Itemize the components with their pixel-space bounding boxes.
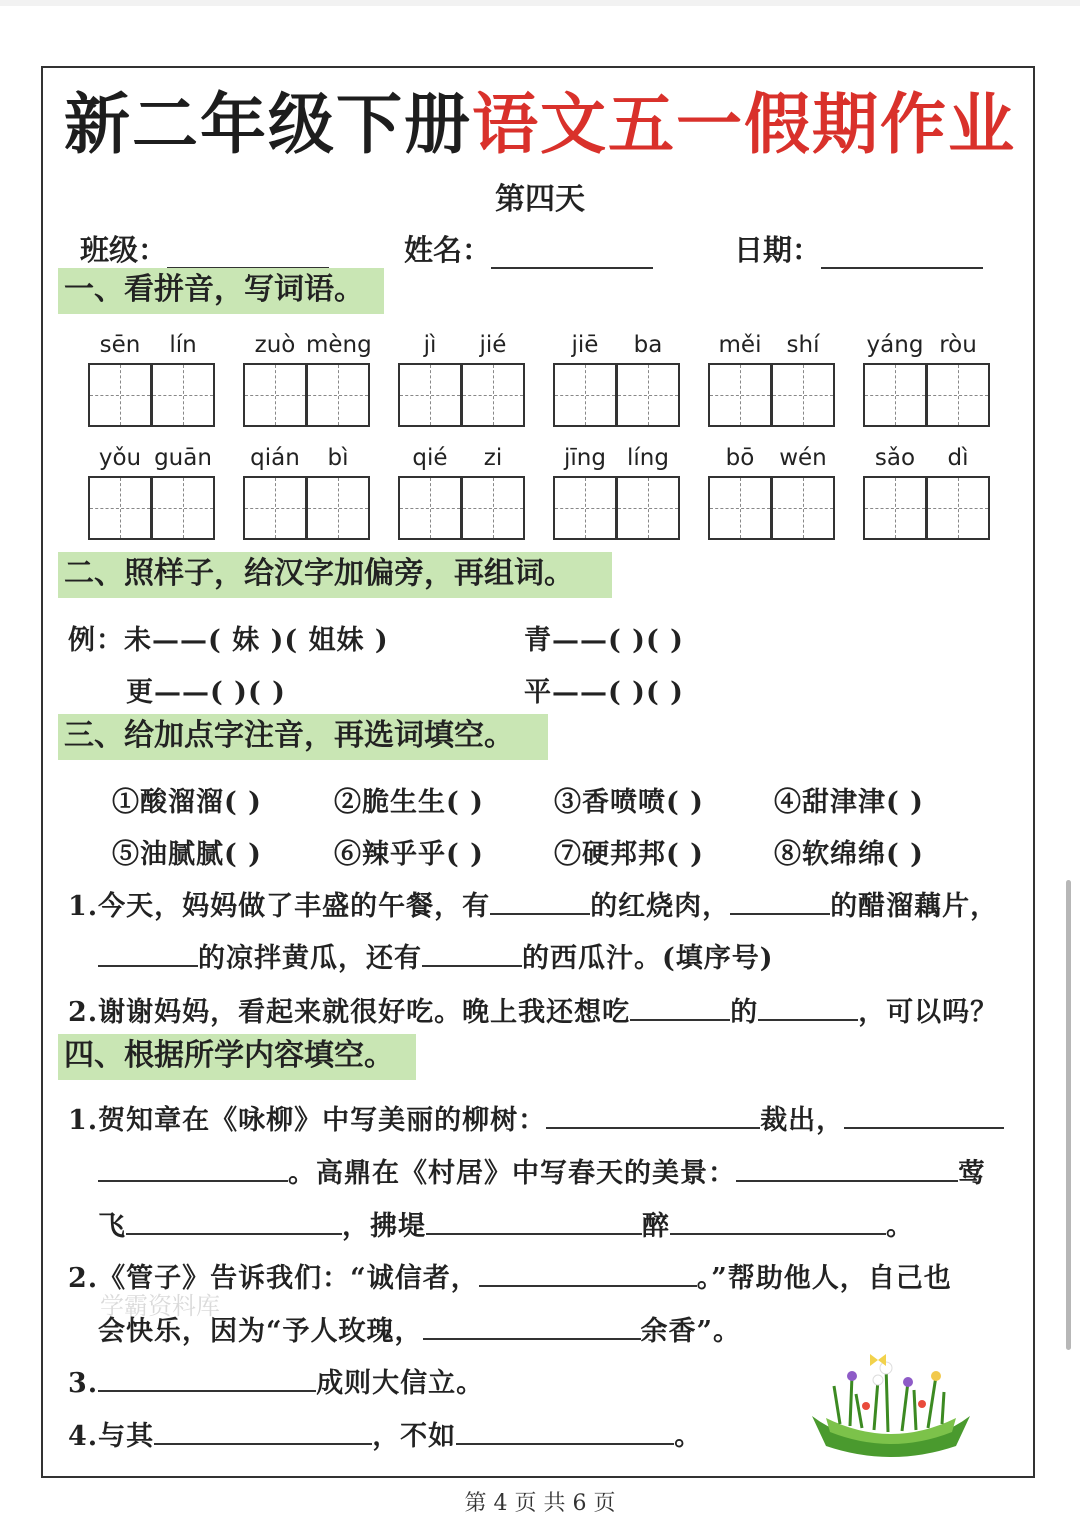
writing-grid-box[interactable] xyxy=(771,363,835,427)
writing-grid-box[interactable] xyxy=(553,476,617,540)
writing-grid-box[interactable] xyxy=(926,476,990,540)
scrollbar[interactable] xyxy=(1066,880,1071,1350)
section2-item-ping: 平——( )( ) xyxy=(524,677,684,708)
name-label: 姓名： xyxy=(404,233,492,267)
q-text: 1.贺知章在《咏柳》中写美丽的柳树： xyxy=(68,1105,547,1136)
answer-blank[interactable] xyxy=(490,887,590,915)
writing-grid-box[interactable] xyxy=(616,476,680,540)
page-footer: 第 4 页 共 6 页 xyxy=(464,1491,616,1516)
class-blank[interactable] xyxy=(167,237,329,269)
q-text: 2.谢谢妈妈，看起来就很好吃。晚上我还想吃 xyxy=(68,997,631,1028)
writing-grid-box[interactable] xyxy=(398,363,462,427)
writing-grid-box[interactable] xyxy=(553,363,617,427)
section4-question4 xyxy=(68,1414,702,1453)
answer-blank[interactable] xyxy=(844,1101,1004,1129)
q-text: 莺 xyxy=(958,1158,986,1189)
pinyin-syllable: yáng xyxy=(866,332,924,358)
section4-question3 xyxy=(68,1361,484,1400)
pinyin-syllable: dì xyxy=(947,445,969,471)
q-text: 的西瓜汁。(填序号) xyxy=(522,943,774,974)
q-text: 裁出， xyxy=(760,1105,845,1136)
answer-blank[interactable] xyxy=(736,1154,958,1182)
pinyin-syllable: jì xyxy=(423,332,437,358)
word-item: ⑤油腻腻( ) xyxy=(112,839,262,870)
answer-blank[interactable] xyxy=(670,1207,886,1235)
answer-blank[interactable] xyxy=(630,993,730,1021)
section4-question1-line1 xyxy=(68,1098,1004,1137)
q-text: 会快乐，因为“予人玫瑰， xyxy=(98,1316,423,1347)
section4-question1-line3 xyxy=(98,1204,914,1243)
word-item: ⑦硬邦邦( ) xyxy=(554,839,704,870)
class-label: 班级： xyxy=(80,233,168,267)
pinyin-syllable: měi xyxy=(718,332,762,358)
name-field xyxy=(404,228,653,269)
class-field xyxy=(80,228,329,269)
pinyin-syllable: mèng xyxy=(306,332,372,358)
answer-blank[interactable] xyxy=(98,1364,316,1392)
writing-grid-box[interactable] xyxy=(926,363,990,427)
q-text: 3. xyxy=(68,1368,99,1399)
title-grade: 新二年级下册 xyxy=(64,85,472,163)
name-blank[interactable] xyxy=(491,237,653,269)
writing-grid-box[interactable] xyxy=(151,363,215,427)
answer-blank[interactable] xyxy=(126,1207,342,1235)
pinyin-syllable: sǎo xyxy=(874,445,916,471)
pinyin-syllable: jiē xyxy=(571,332,599,358)
writing-grid-box[interactable] xyxy=(398,476,462,540)
answer-blank[interactable] xyxy=(730,887,830,915)
word-item: ②脆生生( ) xyxy=(334,787,484,818)
pinyin-syllable: jīng xyxy=(564,445,606,471)
writing-grid-box[interactable] xyxy=(461,363,525,427)
q-text: ，拂堤 xyxy=(342,1211,426,1242)
q-text: 2.《管子》告诉我们：“诚信者， xyxy=(68,1263,479,1294)
pinyin-syllable: shí xyxy=(786,332,820,358)
pinyin-syllable: qié xyxy=(412,445,448,471)
section2-heading: 二、照样子，给汉字加偏旁，再组词。 xyxy=(58,552,612,598)
q-text: 。”帮助他人，自己也 xyxy=(696,1263,952,1294)
title-subject: 语文五一假期作业 xyxy=(472,85,1016,163)
q-text: ，可以吗？ xyxy=(858,997,999,1028)
q-text: 成则大信立。 xyxy=(316,1368,485,1399)
watermark-text: 学霸资料库 xyxy=(100,1292,220,1320)
q-text: 的红烧肉， xyxy=(590,891,731,922)
word-item: ⑧软绵绵( ) xyxy=(774,839,924,870)
pinyin-syllable: líng xyxy=(627,445,669,471)
pinyin-syllable: qián xyxy=(250,445,300,471)
writing-grid-box[interactable] xyxy=(88,363,152,427)
pinyin-syllable: wén xyxy=(779,445,827,471)
q-text: 4.与其 xyxy=(68,1421,155,1452)
q-text: 醉 xyxy=(642,1211,670,1242)
section2-item-geng: 更——( )( ) xyxy=(126,677,286,708)
pinyin-syllable: guān xyxy=(154,445,212,471)
q-text: 飞 xyxy=(98,1211,126,1242)
pinyin-syllable: ròu xyxy=(939,332,977,358)
grass-decoration-icon xyxy=(806,1346,976,1462)
section1-heading: 一、看拼音，写词语。 xyxy=(58,268,384,314)
section2-item-qing: 青——( )( ) xyxy=(524,625,684,656)
writing-grid-box[interactable] xyxy=(708,363,772,427)
answer-blank[interactable] xyxy=(423,1312,641,1340)
word-item: ③香喷喷( ) xyxy=(554,787,704,818)
answer-blank[interactable] xyxy=(426,1207,642,1235)
answer-blank[interactable] xyxy=(422,939,522,967)
pinyin-syllable: ba xyxy=(633,332,663,358)
section3-question1-line1 xyxy=(68,884,998,923)
q-text: 。 xyxy=(674,1421,703,1452)
writing-grid-box[interactable] xyxy=(461,476,525,540)
pinyin-syllable: lín xyxy=(169,332,197,358)
writing-grid-box[interactable] xyxy=(708,476,772,540)
pinyin-syllable: bō xyxy=(725,445,755,471)
pinyin-syllable: bì xyxy=(327,445,349,471)
section3-heading: 三、给加点字注音，再选词填空。 xyxy=(58,714,548,760)
section4-heading: 四、根据所学内容填空。 xyxy=(58,1034,416,1080)
q-text: 的醋溜藕片， xyxy=(830,891,999,922)
writing-grid-box[interactable] xyxy=(306,363,370,427)
q-text: 。 xyxy=(886,1211,914,1242)
writing-grid-box[interactable] xyxy=(306,476,370,540)
writing-grid-box[interactable] xyxy=(151,476,215,540)
answer-blank[interactable] xyxy=(98,939,198,967)
day-label: 第四天 xyxy=(495,182,585,217)
q-text: 1.今天，妈妈做了丰盛的午餐，有 xyxy=(68,891,491,922)
answer-blank[interactable] xyxy=(154,1417,372,1445)
writing-grid-box[interactable] xyxy=(88,476,152,540)
q-text: ，不如 xyxy=(372,1421,457,1452)
writing-grid-box[interactable] xyxy=(771,476,835,540)
writing-grid-box[interactable] xyxy=(243,476,307,540)
date-field xyxy=(734,228,983,269)
section4-question2-line2 xyxy=(98,1309,741,1348)
writing-grid-box[interactable] xyxy=(616,363,680,427)
writing-grid-box[interactable] xyxy=(863,476,927,540)
pinyin-syllable: sēn xyxy=(99,332,141,358)
writing-grid-box[interactable] xyxy=(863,363,927,427)
q-text: 。高鼎在《村居》中写春天的美景： xyxy=(288,1158,736,1189)
answer-blank[interactable] xyxy=(456,1417,674,1445)
date-blank[interactable] xyxy=(821,237,983,269)
section3-question2 xyxy=(68,990,998,1029)
pinyin-syllable: jié xyxy=(479,332,507,358)
answer-blank[interactable] xyxy=(98,1154,288,1182)
answer-blank[interactable] xyxy=(479,1259,697,1287)
q-text: 余香”。 xyxy=(640,1316,742,1347)
answer-blank[interactable] xyxy=(546,1101,760,1129)
section4-question1-line2 xyxy=(98,1151,986,1190)
word-item: ①酸溜溜( ) xyxy=(112,787,262,818)
pinyin-syllable: zi xyxy=(483,445,503,471)
q-text: 的凉拌黄瓜，还有 xyxy=(198,943,422,974)
pinyin-syllable: zuò xyxy=(254,332,296,358)
worksheet-page xyxy=(0,6,1080,1536)
section2-example: 例：未——( 妹 )( 姐妹 ) xyxy=(68,625,389,656)
q-text: 的 xyxy=(730,997,759,1028)
section3-question1-line2 xyxy=(98,936,774,975)
date-label: 日期： xyxy=(734,233,822,267)
word-item: ⑥辣乎乎( ) xyxy=(334,839,484,870)
word-item: ④甜津津( ) xyxy=(774,787,924,818)
pinyin-syllable: yǒu xyxy=(98,445,142,471)
page-title xyxy=(0,86,1080,162)
answer-blank[interactable] xyxy=(758,993,858,1021)
writing-grid-box[interactable] xyxy=(243,363,307,427)
